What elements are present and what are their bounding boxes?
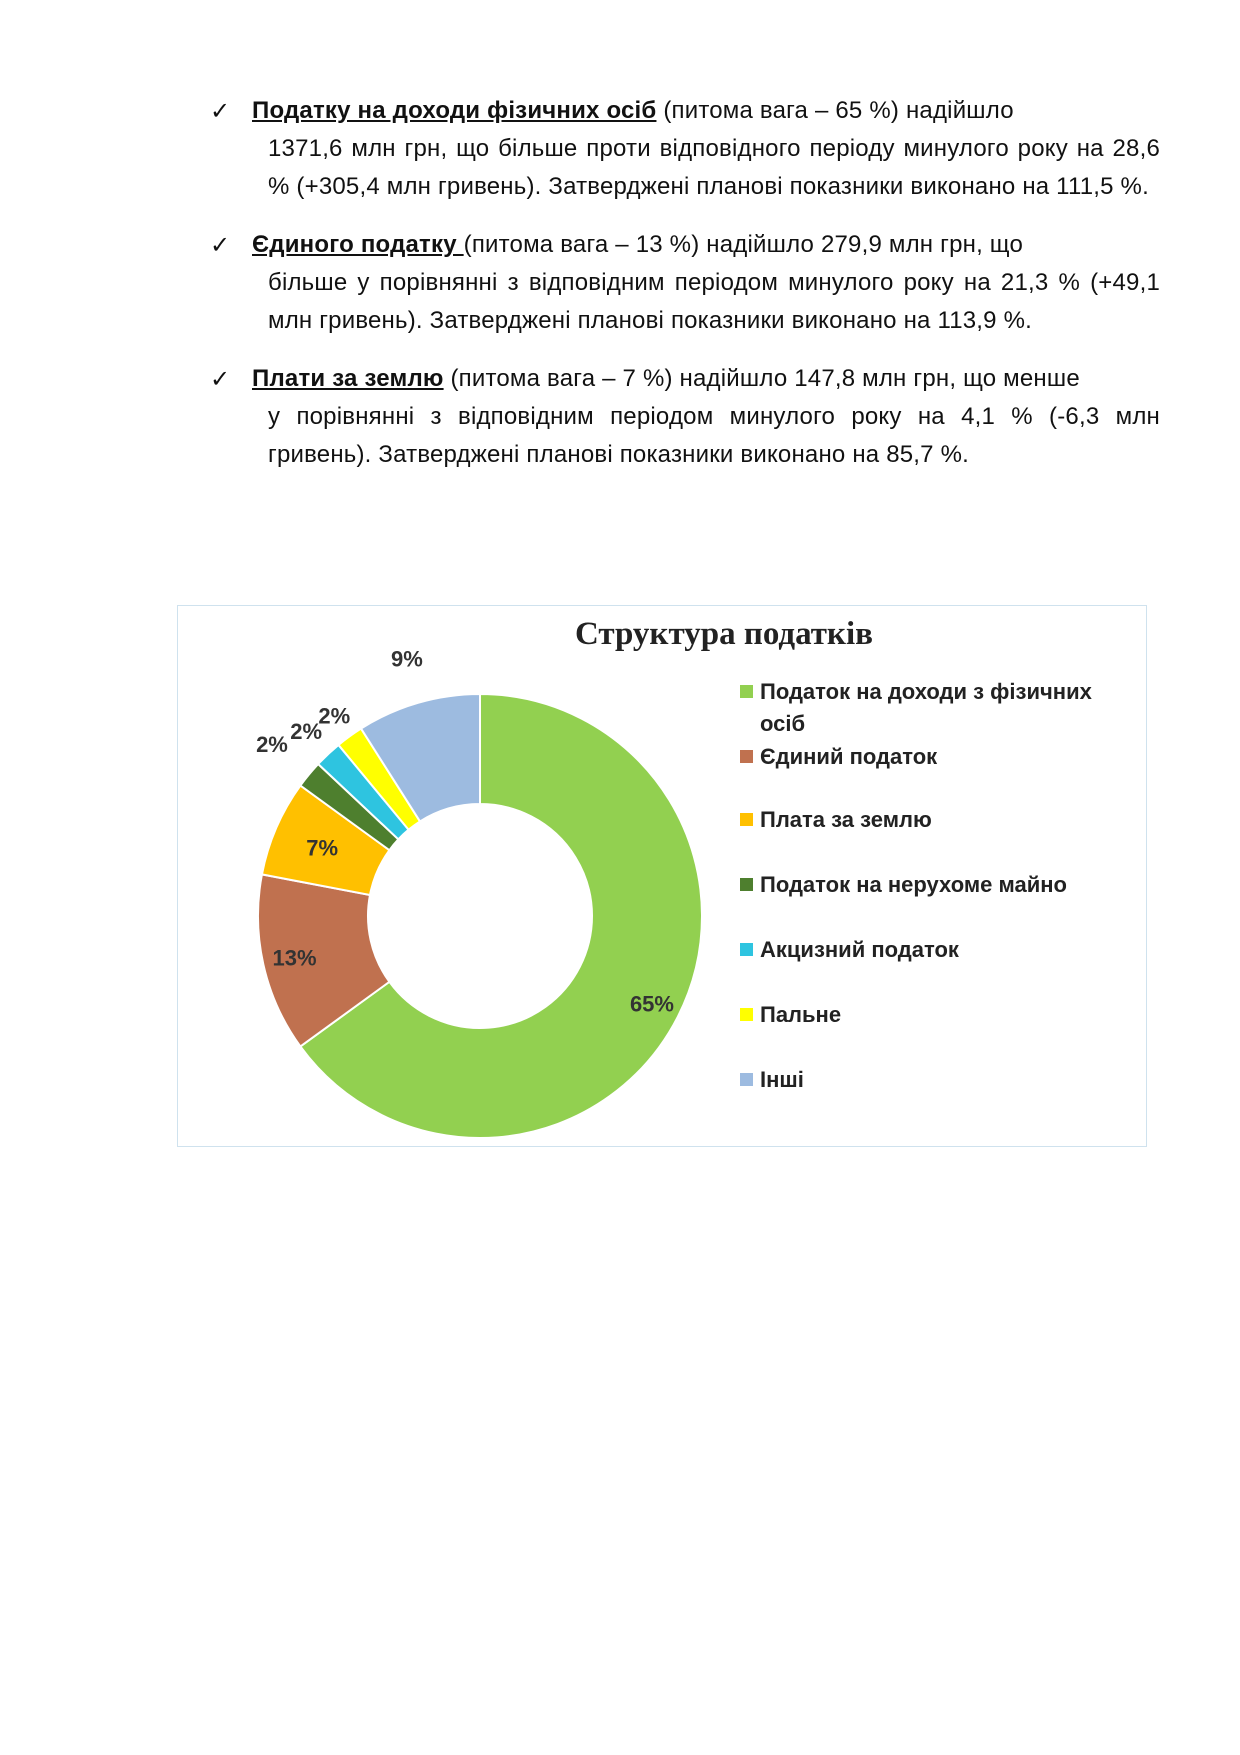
data-label: 2% — [290, 718, 323, 744]
bullet-item-land-fee — [210, 360, 1160, 474]
legend-label: Плата за землю — [760, 807, 932, 832]
bullet-paragraph — [252, 92, 1160, 206]
data-label: 9% — [391, 646, 423, 672]
legend-swatch — [740, 943, 753, 956]
bullet-lead: Плати за землю — [252, 365, 444, 392]
legend-swatch — [740, 685, 753, 698]
legend-swatch — [740, 1073, 753, 1086]
legend-label: Податок на доходи з фізичних осіб — [760, 679, 1092, 736]
bullet-continuation: 1371,6 млн грн, що більше проти відповідного періоду минулого року на 28,6 % (+305,4 млн гривень). Затверджені планові показники виконано на 111,5 %. — [268, 135, 1160, 200]
tax-structure-chart — [177, 605, 1147, 1147]
bullet-first-line: (питома вага – 7 %) надійшло 147,8 млн грн, що менше — [443, 365, 1080, 392]
bullet-lead: Єдиного податку — [252, 231, 464, 258]
legend-label: Єдиний податок — [760, 744, 938, 769]
bullet-first-line: (питома вага – 13 %) надійшло 279,9 млн грн, що — [463, 231, 1024, 258]
bullet-item-single-tax — [210, 226, 1160, 340]
donut-chart — [178, 606, 738, 1146]
legend-swatch — [740, 878, 753, 891]
legend-label: Інші — [760, 1067, 804, 1092]
chart-title: Структура податків — [575, 616, 873, 652]
checkmark-icon: ✓ — [210, 231, 231, 259]
bullet-continuation: більше у порівнянні з відповідним періодом минулого року на 21,3 % (+49,1 млн гривень). Затверджені планові показники виконано на 113,9 %. — [268, 269, 1160, 334]
legend-label: Акцизний податок — [760, 937, 959, 962]
legend-swatch — [740, 750, 753, 763]
data-label: 2% — [318, 703, 351, 729]
legend-label: Податок на нерухоме майно — [760, 872, 1067, 897]
legend-swatch — [740, 813, 753, 826]
data-label: 7% — [306, 835, 339, 861]
bullet-continuation: у порівнянні з відповідним періодом минулого року на 4,1 % (-6,3 млн гривень). Затверджені планові показники виконано на 85,7 %. — [268, 403, 1160, 468]
bullet-paragraph — [252, 226, 1160, 340]
bullet-list — [210, 92, 1160, 494]
data-label: 2% — [256, 731, 288, 757]
legend-swatch — [740, 1008, 753, 1021]
legend-label: Пальне — [760, 1002, 842, 1027]
bullet-item-pdfo — [210, 92, 1160, 206]
checkmark-icon: ✓ — [210, 365, 231, 393]
bullet-first-line: (питома вага – 65 %) надійшло — [656, 97, 1014, 124]
data-label: 65% — [629, 991, 674, 1017]
bullet-lead: Податку на доходи фізичних осіб — [252, 97, 657, 124]
data-label: 13% — [272, 945, 317, 971]
checkmark-icon: ✓ — [210, 97, 231, 125]
bullet-paragraph — [252, 360, 1160, 474]
